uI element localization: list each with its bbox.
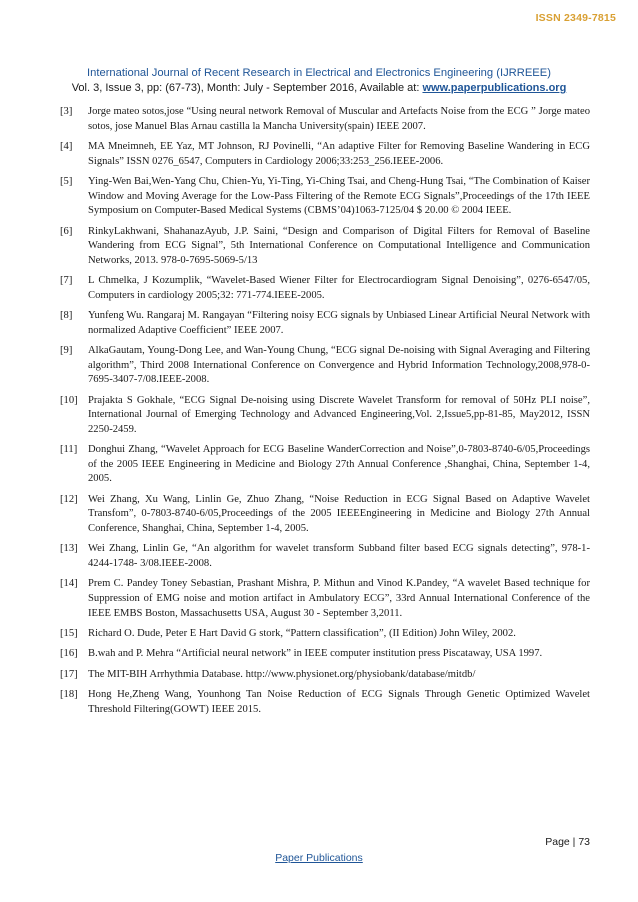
reference-text: Richard O. Dude, Peter E Hart David G stork, “Pattern classification”, (II Edition) John Wiley, 2002. [88, 627, 516, 639]
reference-item [60, 274, 590, 303]
reference-number: [4] [60, 140, 73, 152]
reference-text: Wei Zhang, Xu Wang, Linlin Ge, Zhuo Zhang, “Noise Reduction in ECG Signal Based on Adaptive Wavelet Transfom”, 0-7803-8740-6/05,Proceedings of the 2005 IEEEEngineering in Medicine and Biology 27th Annual Conference, Shanghai, China, September 1-4, 2005. [88, 493, 590, 535]
journal-volume-info [0, 82, 638, 94]
reference-item [60, 542, 590, 571]
reference-number: [3] [60, 106, 73, 117]
reference-number: [15] [60, 627, 78, 639]
reference-number: [7] [60, 275, 73, 287]
reference-text: Prajakta S Gokhale, “ECG Signal De-noising using Discrete Wavelet Transform for removal of 50Hz PLI noise”, International Journal of Emerging Technology and Advanced Engineering,Vol. 2,Issue5,pp-81-85, May2012, ISSN 2250-2459. [88, 394, 590, 435]
reference-item [60, 140, 590, 169]
reference-text: AlkaGautam, Young-Dong Lee, and Wan-Young Chung, “ECG signal De-noising with Signal Averaging and Filtering algorithm”, Third 2008 International Conference on Convergence and Hybrid Information Technology,2008,978-0-7695-3407-7/08.IEEE-2008. [88, 345, 590, 386]
reference-text: Ying-Wen Bai,Wen-Yang Chu, Chien-Yu, Yi-Ting, Yi-Ching Tsai, and Cheng-Hung Tsai, “The Combination of Kaiser Window and Moving Average for the Low-Pass Filtering of the Remote ECG Signals”,Proceedings of the 17th IEEE Symposium on Computer-Based Medical Systems (CBMS’04)1063-7125/04 $ 20.00 © 2004 IEEE. [88, 175, 590, 217]
reference-number: [18] [60, 689, 78, 701]
page-number: Page | 73 [545, 836, 590, 848]
reference-text: Prem C. Pandey Toney Sebastian, Prashant Mishra, P. Mithun and Vinod K.Pandey, “A wavelet Based technique for Suppression of EMG noise and motion artifact in Ambulatory ECG”, 33rd Annual International Conference of the IEEE EMBS Boston, Massachusetts USA, August 30 - September 3,2011. [88, 578, 590, 619]
reference-text: Jorge mateo sotos,jose “Using neural network Removal of Muscular and Artefacts Noise from the ECG ” Jorge mateo sotos, jose Manuel Blas Arnau castilla la Mancha University(spain) IEEE 2007. [88, 106, 590, 132]
reference-text: The MIT-BIH Arrhythmia Database. http://www.physionet.org/physiobank/database/mitdb/ [88, 668, 476, 680]
reference-text: Wei Zhang, Linlin Ge, “An algorithm for wavelet transform Subband filter based ECG signals detecting”, 978-1-4244-1748- 3/08.IEEE-2008. [88, 543, 590, 569]
reference-text: B.wah and P. Mehra “Artificial neural network” in IEEE computer institution press Piscataway, USA 1997. [88, 648, 543, 660]
reference-number: [17] [60, 668, 78, 680]
reference-number: [14] [60, 578, 78, 590]
reference-number: [5] [60, 175, 73, 187]
reference-item [60, 344, 590, 388]
reference-number: [16] [60, 648, 78, 660]
reference-text: Hong He,Zheng Wang, Younhong Tan Noise Reduction of ECG Signals Through Genetic Optimized Wavelet Threshold Filtering(GOWT) IEEE 2015. [88, 689, 590, 715]
reference-text: Yunfeng Wu. Rangaraj M. Rangayan “Filtering noisy ECG signals by Unbiased Linear Artificial Neural Network with normalized Adaptive Coefficient” IEEE 2007. [88, 310, 590, 336]
reference-number: [9] [60, 345, 73, 357]
reference-text: L Chmelka, J Kozumplik, “Wavelet-Based Wiener Filter for Electrocardiogram Signal Denoising”, 0276-6547/05, Computers in cardiology 2005;32: 771-774.IEEE-2005. [88, 275, 590, 301]
reference-number: [10] [60, 394, 78, 406]
reference-item [60, 225, 590, 269]
reference-list [60, 105, 590, 723]
reference-item [60, 394, 590, 438]
reference-item [60, 577, 590, 621]
publisher-link[interactable]: Paper Publications [275, 852, 363, 864]
reference-item [60, 105, 590, 134]
reference-text: Donghui Zhang, “Wavelet Approach for ECG Baseline WanderCorrection and Noise”,0-7803-8740-6/05,Proceedings of the 2005 IEEE Engineering in Medicine and Biology 27th Annual Conference ,Shanghai, China, September 1-4, 2005. [88, 444, 590, 485]
issn-label: ISSN 2349-7815 [535, 12, 616, 24]
reference-item [60, 493, 590, 537]
reference-item [60, 175, 590, 219]
reference-text: MA Mneimneh, EE Yaz, MT Johnson, RJ Povinelli, “An adaptive Filter for Removing Baseline Wandering in ECG Signals” ISSN 0276_6547, Computers in Cardiology 2006;33:253_256.IEEE-2006. [88, 140, 590, 167]
volume-text: Vol. 3, Issue 3, pp: (67-73), Month: July - September 2016, Available at: [71, 82, 423, 94]
reference-text: RinkyLakhwani, ShahanazAyub, J.P. Saini, “Design and Comparison of Digital Filters for Removal of Baseline Wandering from ECG Signal”, 5th International Conference on Computational Intelligence and Communication Networks, 2013. 978-0-7695-5069-5/13 [88, 225, 590, 266]
reference-item [60, 627, 590, 642]
reference-item [60, 668, 590, 683]
reference-number: [13] [60, 543, 78, 555]
journal-url-link[interactable]: www.paperpublications.org [422, 82, 567, 94]
reference-number: [6] [60, 225, 73, 237]
journal-title: International Journal of Recent Research in Electrical and Electronics Engineering (IJRREEE) [87, 67, 551, 79]
reference-number: [11] [60, 444, 78, 456]
reference-number: [8] [60, 310, 73, 322]
reference-item [60, 688, 590, 717]
reference-item [60, 647, 590, 662]
reference-item [60, 309, 590, 338]
reference-number: [12] [60, 493, 78, 505]
reference-item [60, 443, 590, 487]
